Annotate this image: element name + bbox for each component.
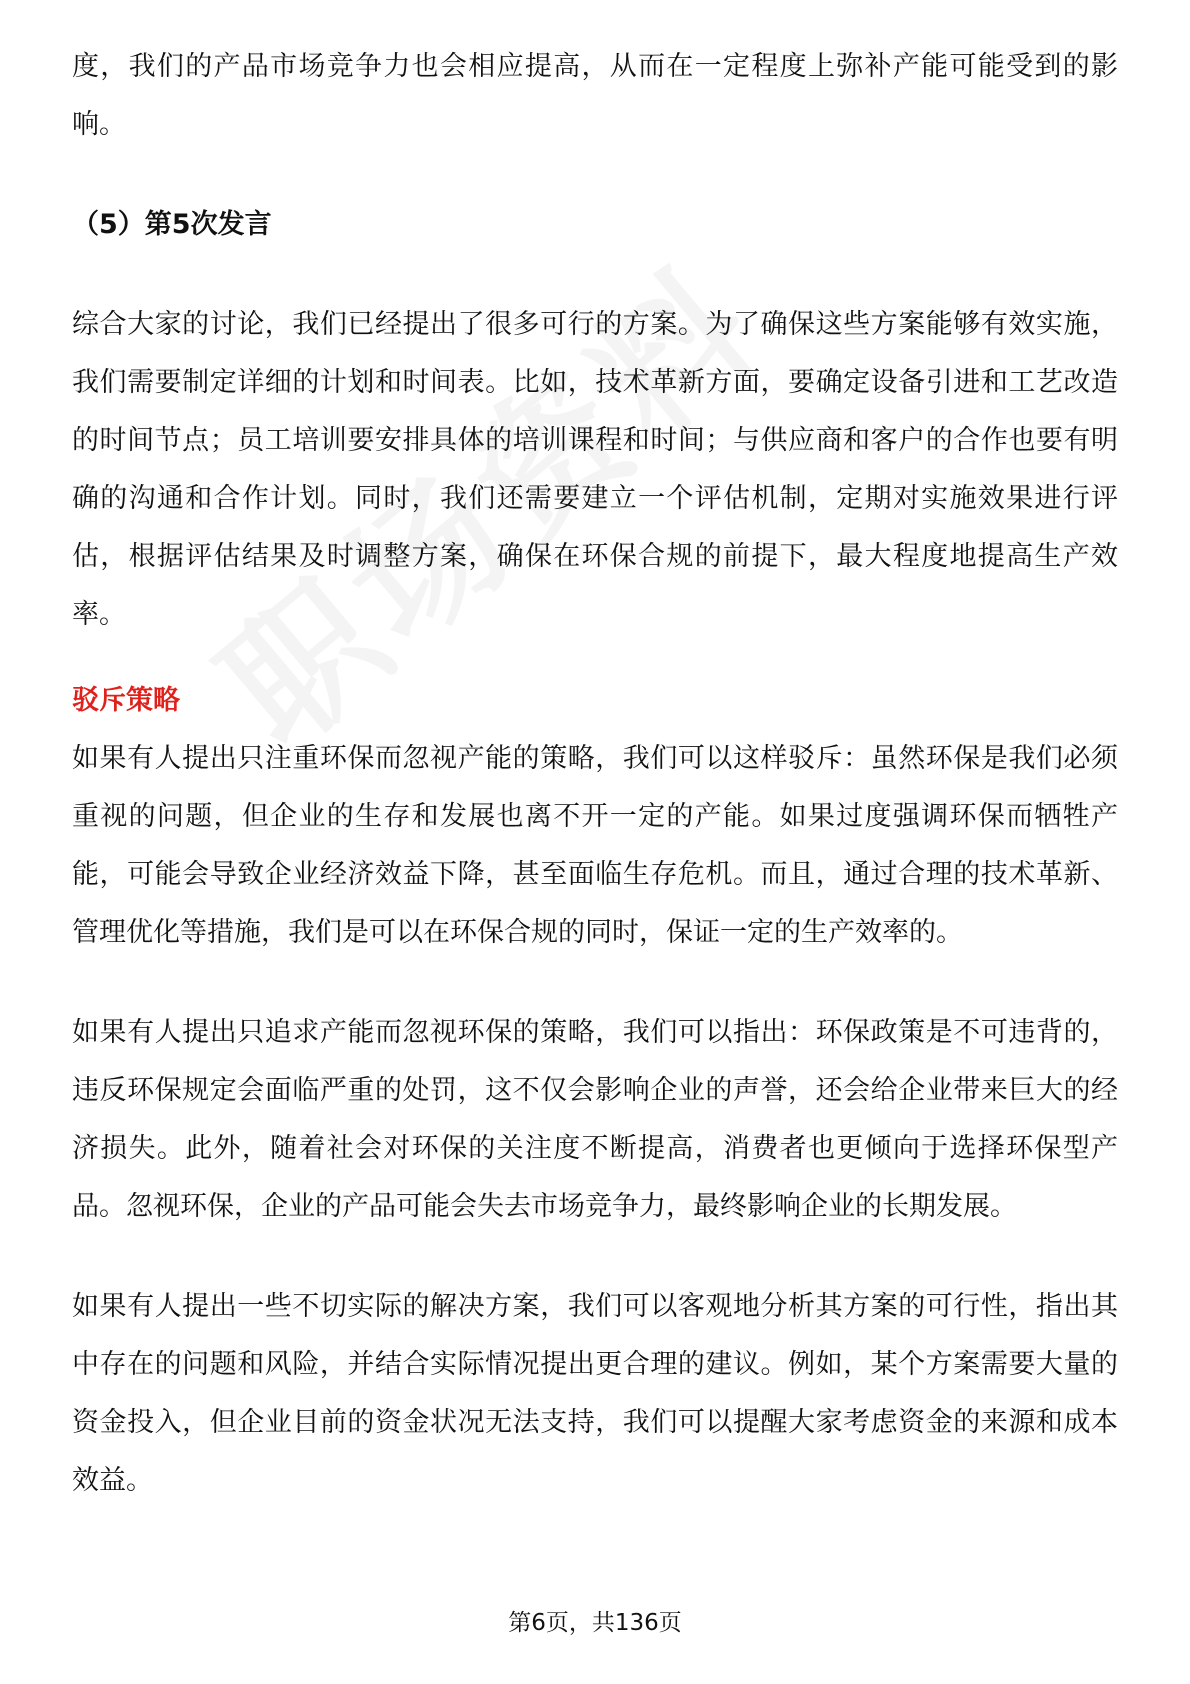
rebuttal-paragraph-1: 如果有人提出只注重环保而忽视产能的策略，我们可以这样驳斥：虽然环保是我们必须重视的问题，但企业的生存和发展也离不开一定的产能。如果过度强调环保而牺牲产能，可能会导致企业经济效益下降，甚至面临生存危机。而且，通过合理的技术革新、管理优化等措施，我们是可以在环保合规的同时，保证一定的生产效率的。 [72,743,1118,948]
speech5-heading: （5）第5次发言 [72,209,272,240]
rebuttal-paragraph-2: 如果有人提出只追求产能而忽视环保的策略，我们可以指出：环保政策是不可违背的，违反环保规定会面临严重的处罚，这不仅会影响企业的声誉，还会给企业带来巨大的经济损失。此外，随着社会对环保的关注度不断提高，消费者也更倾向于选择环保型产品。忽视环保，企业的产品可能会失去市场竞争力，最终影响企业的长期发展。 [72,1017,1118,1222]
rebuttal-paragraph-3: 如果有人提出一些不切实际的解决方案，我们可以客观地分析其方案的可行性，指出其中存在的问题和风险，并结合实际情况提出更合理的建议。例如，某个方案需要大量的资金投入，但企业目前的资金状况无法支持，我们可以提醒大家考虑资金的来源和成本效益。 [72,1291,1118,1496]
document-body [72,38,1118,1510]
speech5-paragraph: 综合大家的讨论，我们已经提出了很多可行的方案。为了确保这些方案能够有效实施，我们需要制定详细的计划和时间表。比如，技术革新方面，要确定设备引进和工艺改造的时间节点；员工培训要安排具体的培训课程和时间；与供应商和客户的合作也要有明确的沟通和合作计划。同时，我们还需要建立一个评估机制，定期对实施效果进行评估，根据评估结果及时调整方案，确保在环保合规的前提下，最大程度地提高生产效率。 [72,309,1118,630]
intro-tail-paragraph: 度，我们的产品市场竞争力也会相应提高，从而在一定程度上弥补产能可能受到的影响。 [72,51,1118,140]
rebuttal-heading: 驳斥策略 [72,685,180,716]
page-number-footer: 第6页，共136页 [508,1610,682,1636]
